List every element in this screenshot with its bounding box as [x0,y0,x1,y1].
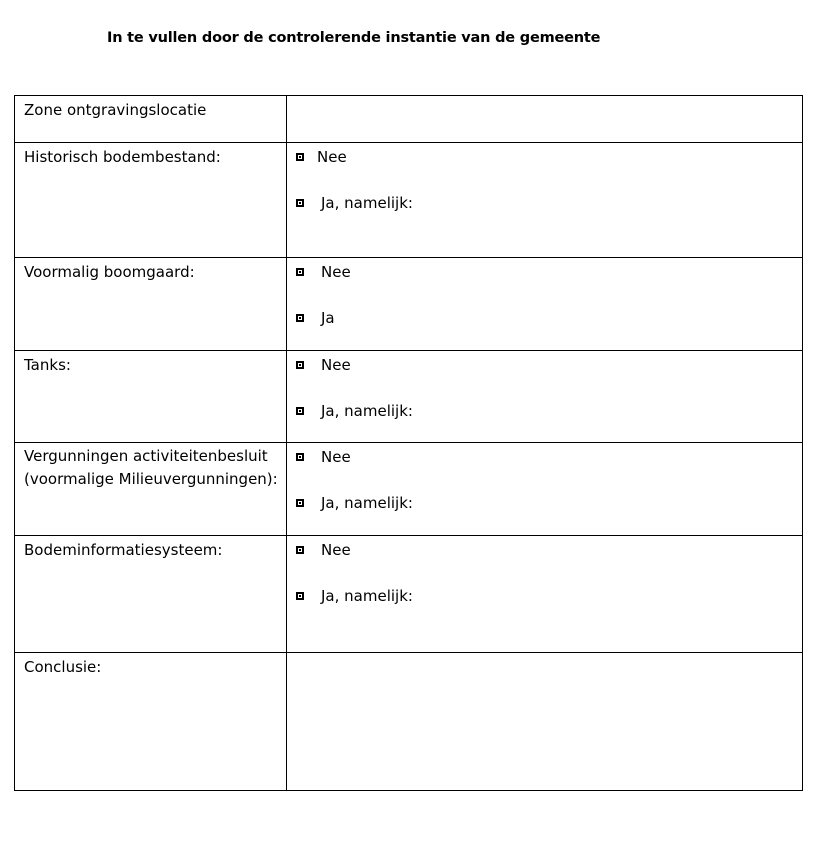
option-label: Ja, namelijk: [321,494,413,512]
checkbox-icon[interactable] [296,546,304,554]
option-label: Ja [321,309,335,327]
label-line: Vergunningen activiteitenbesluit [24,447,268,465]
option-label: Nee [321,541,351,559]
options-bodeminformatiesysteem [287,536,803,653]
inspection-table [14,95,803,791]
checkbox-icon[interactable] [296,268,304,276]
table-row [15,258,803,351]
option-label: Nee [321,263,351,281]
table-row [15,536,803,653]
row-label-historisch: Historisch bodembestand: [15,143,287,258]
label-line: (voormalige Milieuvergunningen): [24,470,278,488]
zone-value-field[interactable] [287,96,803,143]
checkbox-icon[interactable] [296,453,304,461]
options-historisch [287,143,803,258]
option-label: Nee [317,148,347,166]
options-tanks [287,351,803,443]
row-label-boomgaard: Voormalig boomgaard: [15,258,287,351]
conclusie-field[interactable] [287,653,803,791]
option-label: Nee [321,356,351,374]
table-row [15,653,803,791]
row-label-zone: Zone ontgravingslocatie [15,96,287,143]
option-label: Ja, namelijk: [321,194,413,212]
row-label-tanks: Tanks: [15,351,287,443]
checkbox-icon[interactable] [296,407,304,415]
option-nee[interactable] [296,539,802,561]
option-label: Ja, namelijk: [321,402,413,420]
option-ja[interactable] [296,400,802,422]
checkbox-icon[interactable] [296,314,304,322]
checkbox-icon[interactable] [296,153,304,161]
option-nee[interactable] [296,446,802,468]
table-row [15,96,803,143]
options-vergunningen [287,443,803,536]
table-row [15,143,803,258]
form-heading: In te vullen door de controlerende instantie van de gemeente [107,30,601,46]
option-ja[interactable] [296,192,802,214]
option-ja[interactable] [296,492,802,514]
option-nee[interactable] [296,354,802,376]
table-row [15,443,803,536]
checkbox-icon[interactable] [296,592,304,600]
row-label-conclusie: Conclusie: [15,653,287,791]
options-boomgaard [287,258,803,351]
option-label: Nee [321,448,351,466]
checkbox-icon[interactable] [296,199,304,207]
option-nee[interactable] [296,146,802,168]
option-ja[interactable] [296,585,802,607]
row-label-vergunningen [15,443,287,536]
option-label: Ja, namelijk: [321,587,413,605]
option-nee[interactable] [296,261,802,283]
checkbox-icon[interactable] [296,361,304,369]
checkbox-icon[interactable] [296,499,304,507]
option-ja[interactable] [296,307,802,329]
table-row [15,351,803,443]
row-label-bodeminformatiesysteem: Bodeminformatiesysteem: [15,536,287,653]
